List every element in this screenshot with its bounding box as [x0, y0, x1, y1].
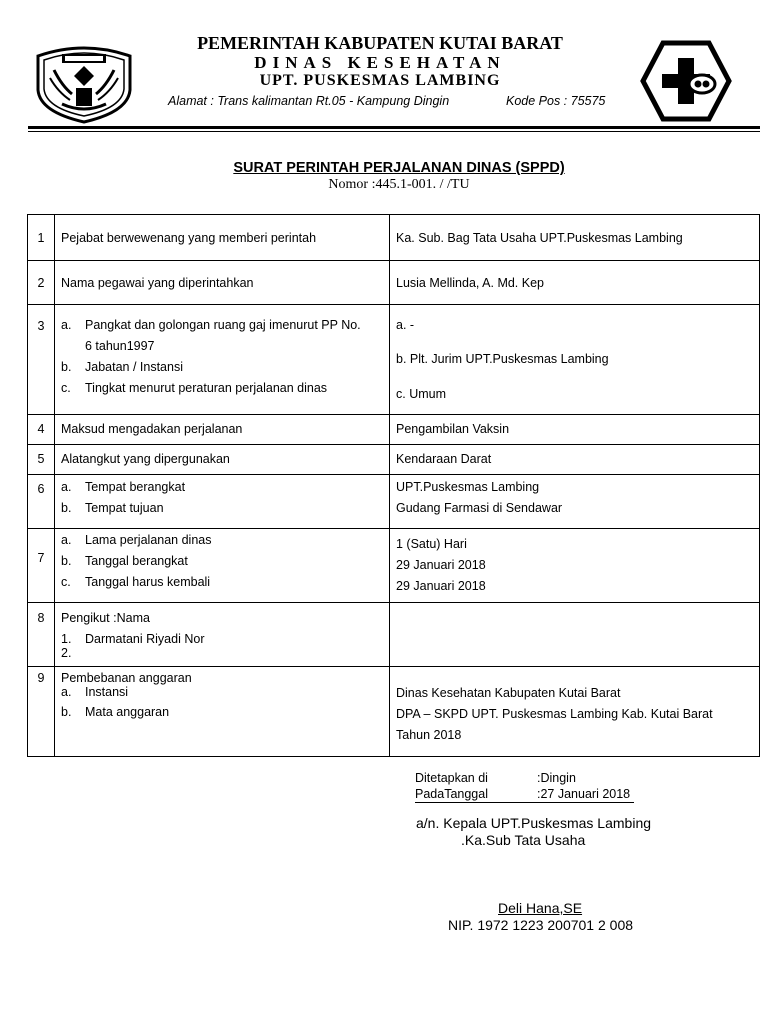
row-number: 1	[28, 215, 55, 261]
puskesmas-logo-icon	[640, 40, 732, 122]
row-number: 4	[28, 415, 55, 445]
table-row	[28, 445, 760, 475]
row-description: Maksud mengadakan perjalanan	[55, 415, 390, 445]
table-row	[28, 415, 760, 445]
row-description: Alatangkut yang dipergunakan	[55, 445, 390, 475]
row-value: a. - b. Plt. Jurim UPT.Puskesmas Lambing c. Umum	[390, 305, 760, 415]
letterhead-rule-thick	[28, 126, 760, 129]
row-number: 8	[28, 603, 55, 667]
row-number: 2	[28, 261, 55, 305]
signatory-on-behalf: a/n. Kepala UPT.Puskesmas Lambing	[416, 815, 652, 831]
tanggal-value: :27 Januari 2018	[537, 787, 631, 801]
address-text: Alamat : Trans kalimantan Rt.05 - Kampung Dingin	[168, 94, 450, 108]
row-number: 6	[28, 475, 55, 529]
row-number: 5	[28, 445, 55, 475]
row-number: 3	[28, 305, 55, 415]
table-row	[28, 305, 760, 415]
document-number: Nomor :445.1-001. / /TU	[328, 177, 470, 192]
letterhead-unit: UPT. PUSKESMAS LAMBING	[259, 72, 501, 89]
postcode-text: Kode Pos : 75575	[506, 94, 606, 108]
row-description: a. Pangkat dan golongan ruang gaj imenurut PP No. 6 tahun1997 b. Jabatan / Instansi c. Tingkat menurut peraturan perjalanan dinas	[55, 305, 390, 415]
row-number: 9	[28, 667, 55, 757]
row-description: Pengikut :Nama 1. Darmatani Riyadi Nor 2.	[55, 603, 390, 667]
tanggal-label: PadaTanggal	[415, 787, 488, 801]
date-underline	[415, 802, 634, 803]
letterhead-rule-thin	[28, 131, 760, 132]
row-value: Dinas Kesehatan Kabupaten Kutai Barat DPA – SKPD UPT. Puskesmas Lambing Kab. Kutai Barat Tahun 2018	[390, 667, 760, 757]
letterhead-address	[168, 94, 606, 108]
row-description: a. Tempat berangkat b. Tempat tujuan	[55, 475, 390, 529]
table-row	[28, 529, 760, 603]
row-value: Ka. Sub. Bag Tata Usaha UPT.Puskesmas Lambing	[390, 215, 760, 261]
ditetapkan-label: Ditetapkan di	[415, 771, 488, 785]
row-value: Kendaraan Darat	[390, 445, 760, 475]
row-value	[390, 603, 760, 667]
table-row	[28, 261, 760, 305]
letterhead-government: PEMERINTAH KABUPATEN KUTAI BARAT	[197, 33, 563, 53]
row-description: Nama pegawai yang diperintahkan	[55, 261, 390, 305]
row-value: 1 (Satu) Hari 29 Januari 2018 29 Januari 2018	[390, 529, 760, 603]
row-value: UPT.Puskesmas Lambing Gudang Farmasi di Sendawar	[390, 475, 760, 529]
row-description: Pejabat berwewenang yang memberi perintah	[55, 215, 390, 261]
document-title: SURAT PERINTAH PERJALANAN DINAS (SPPD)	[233, 160, 565, 176]
row-description: a. Lama perjalanan dinas b. Tanggal berangkat c. Tanggal harus kembali	[55, 529, 390, 603]
signatory-nip: NIP. 1972 1223 200701 2 008	[448, 917, 634, 933]
row-value: Lusia Mellinda, A. Md. Kep	[390, 261, 760, 305]
kutai-barat-emblem-icon	[32, 42, 136, 124]
ditetapkan-value: :Dingin	[537, 771, 576, 785]
signatory-name: Deli Hana,SE	[498, 900, 583, 916]
row-value: Pengambilan Vaksin	[390, 415, 760, 445]
row-description: Pembebanan anggaran a. Instansi b. Mata anggaran	[55, 667, 390, 757]
signatory-position: .Ka.Sub Tata Usaha	[461, 832, 586, 848]
table-row	[28, 667, 760, 757]
row-number: 7	[28, 529, 55, 603]
table-row	[28, 603, 760, 667]
table-row	[28, 475, 760, 529]
letterhead-department: DINAS KESEHATAN	[254, 53, 506, 72]
table-row	[28, 215, 760, 261]
sppd-table	[27, 214, 760, 757]
